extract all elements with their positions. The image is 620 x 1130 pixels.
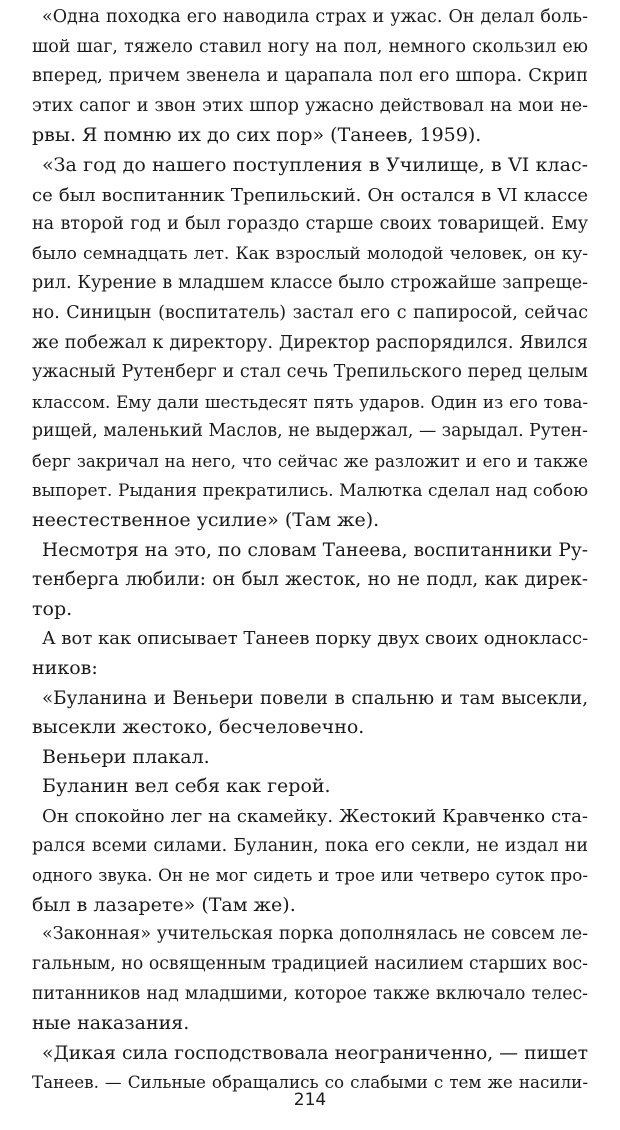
text-line: этих сапог и звон этих шпор ужасно действовал на мои не- (32, 95, 588, 116)
text-line: рался всеми силами. Буланин, пока его секли, не издал ни (32, 835, 588, 856)
text-line: вперед, причем звенела и царапала пол его шпора. Скрип (32, 66, 588, 87)
text-line: тор. (32, 597, 73, 620)
text-line: «За год до нашего поступления в Училище, в VI клас- (42, 153, 588, 176)
text-line: ников: (32, 657, 98, 680)
text-line: ужасный Рутенберг и стал сечь Трепильского перед целым (32, 362, 588, 383)
text-line: гальным, но освященным традицией насилием старших вос- (32, 954, 588, 974)
text-line: рищей, маленький Маслов, не выдержал, — зарыдал. Рутен- (32, 421, 588, 442)
text-line: же побежал к директору. Директор распорядился. Явился (32, 332, 588, 353)
text-line: «Законная» учительская порка дополнялась не совсем ле- (42, 924, 588, 945)
text-line: неестественное усилие» (Там же). (32, 509, 380, 532)
text-line: «Дикая сила господствовала неограниченно, — пишет (42, 1042, 588, 1064)
text-line: Несмотря на это, по словам Танеева, воспитанники Ру- (42, 539, 588, 561)
paragraph (32, 772, 588, 802)
text-line: питанников над младшими, которое также включало телес- (32, 983, 588, 1004)
text-line: «Буланина и Веньери повели в спальню и там высекли, (42, 687, 588, 709)
text-line: «Одна походка его наводила страх и ужас. Он делал боль- (42, 7, 588, 27)
text-line: рил. Курение в младшем классе было строжайше запреще- (32, 273, 588, 294)
text-line: А вот как описывает Танеев порку двух своих однокласс- (42, 628, 589, 650)
paragraph (32, 536, 588, 625)
text-line: се был воспитанник Трепильский. Он остался в VI классе (32, 184, 588, 206)
page-text (32, 3, 588, 1098)
text-line: но. Синицын (воспитатель) застал его с папиросой, сейчас (32, 302, 588, 323)
paragraph (32, 920, 588, 1038)
text-line: Танеев. — Сильные обращались со слабыми с тем же насили- (32, 1072, 588, 1093)
text-line: на второй год и был гораздо старше своих товарищей. Ему (32, 214, 588, 235)
text-line: был в лазарете» (Там же). (32, 893, 296, 916)
page-number: 214 (293, 1090, 327, 1110)
text-line: шой шаг, тяжело ставил ногу на пол, немного скользил ею (32, 36, 588, 57)
text-line: ные наказания. (32, 1012, 190, 1035)
text-line: классом. Ему дали шестьдесят пять ударов. Один из его това- (32, 391, 588, 412)
text-line: одного звука. Он не мог сидеть и трое или четверо суток про- (32, 865, 588, 886)
paragraph (32, 802, 588, 920)
text-line: было семнадцать лет. Как взрослый молодой человек, он ку- (32, 243, 588, 264)
paragraph (32, 624, 588, 683)
text-line: Буланин вел себя как герой. (42, 775, 331, 798)
text-line: берг закричал на него, что сейчас же разложит и его и также (32, 451, 588, 471)
paragraph (32, 684, 588, 743)
paragraph (32, 743, 588, 773)
text-line: высекли жестоко, бесчеловечно. (32, 716, 365, 739)
paragraph (32, 151, 588, 536)
text-line: выпорет. Рыдания прекратились. Малютка сделал над собою (32, 480, 588, 501)
text-line: тенберга любили: он был жесток, но не подл, как дирек- (32, 569, 588, 591)
text-line: Веньери плакал. (42, 745, 210, 768)
text-line: Он спокойно лег на скамейку. Жестокий Кравченко ста- (42, 806, 588, 828)
text-line: рвы. Я помню их до сих пор» (Танеев, 1959). (32, 124, 482, 147)
paragraph (32, 3, 588, 151)
